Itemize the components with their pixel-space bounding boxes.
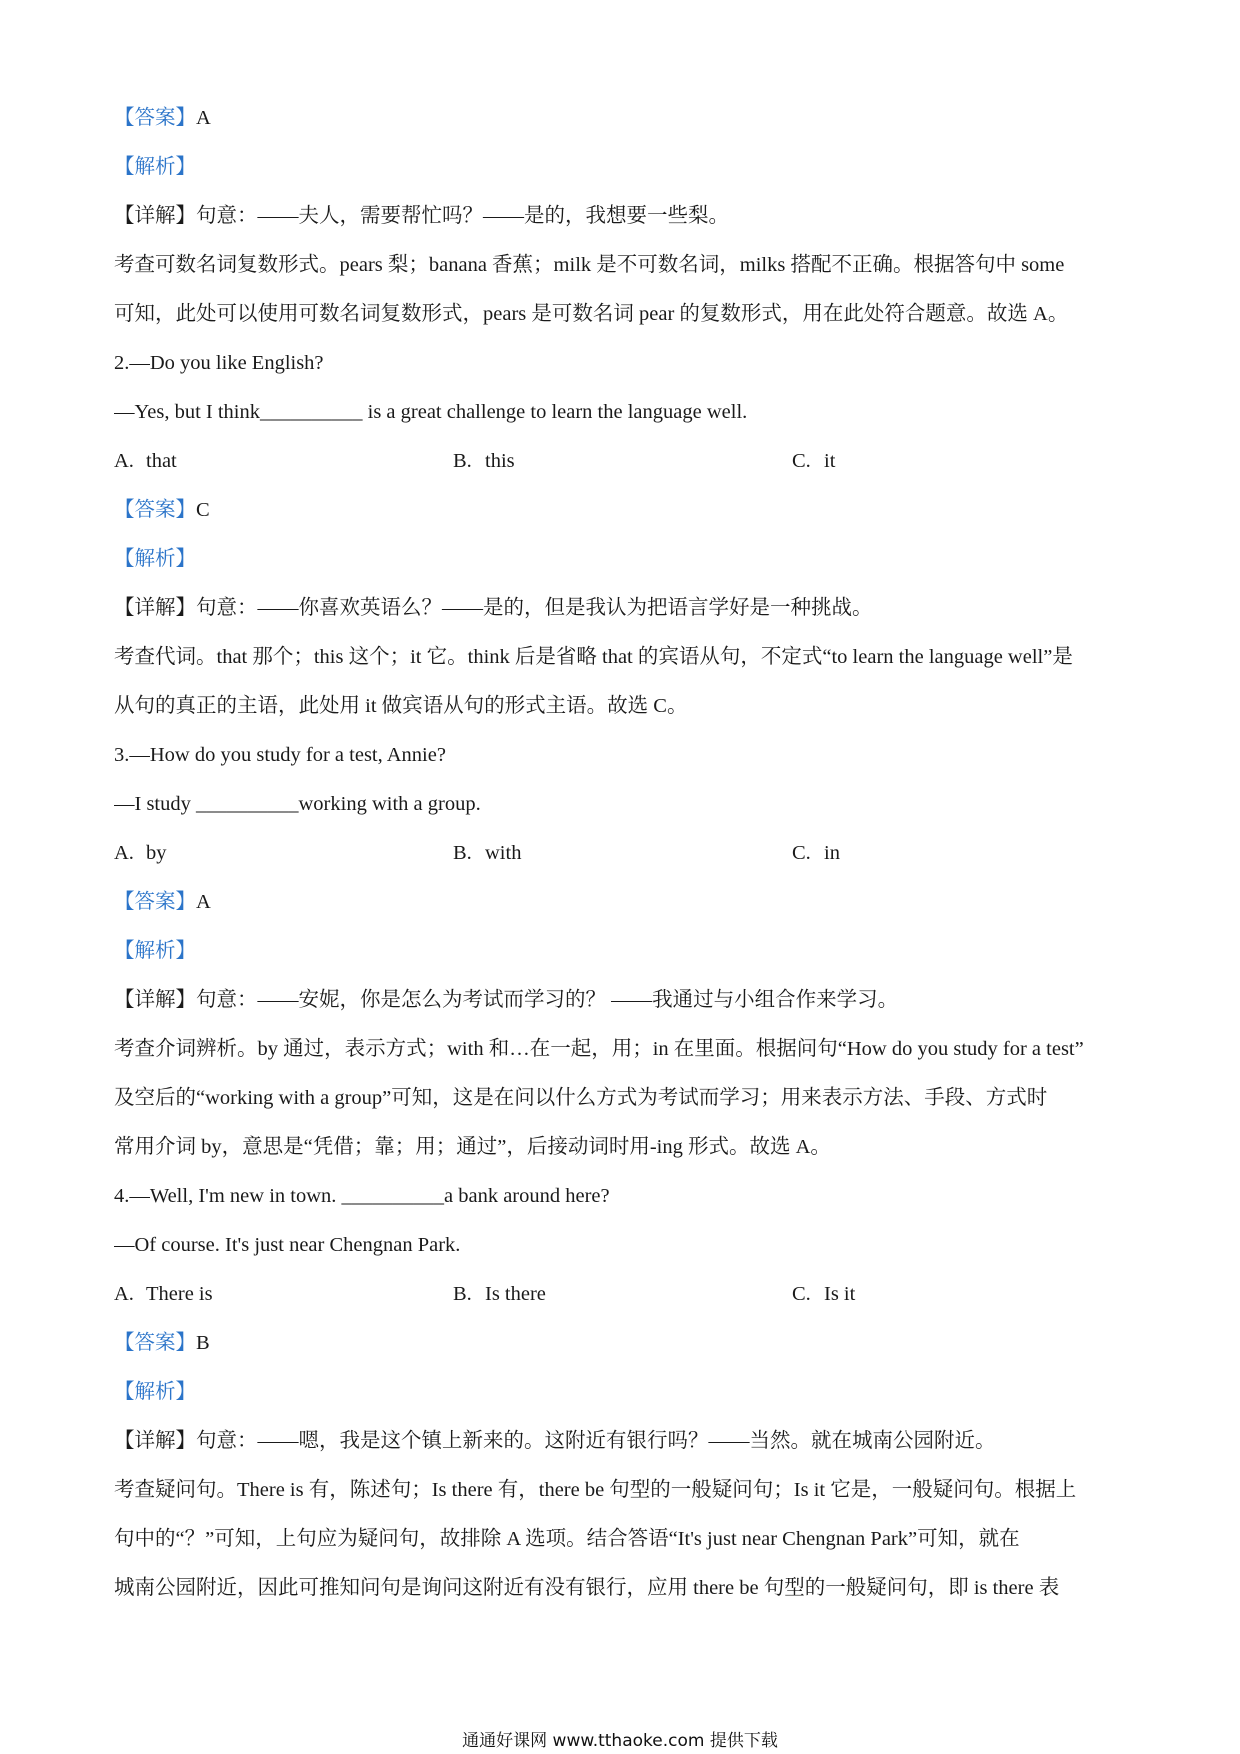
text-line: 考查可数名词复数形式。pears 梨；banana 香蕉；milk 是不可数名词，milks 搭配不正确。根据答句中 some (114, 254, 1065, 276)
analysis-line (114, 1368, 1134, 1417)
text-line: 考查疑问句。There is 有，陈述句；Is there 有，there be 句型的一般疑问句；Is it 它是，一般疑问句。根据上 (114, 1479, 1077, 1501)
text-line: 常用介词 by，意思是“凭借；靠；用；通过”，后接动词时用-ing 形式。故选 A。 (114, 1136, 831, 1158)
option-item (114, 437, 453, 486)
text-line: 考查代词。that 那个；this 这个；it 它。think 后是省略 that 的宾语从句，不定式“to learn the language well”是 (114, 646, 1073, 668)
answer-tag: 【答案】 (114, 107, 196, 129)
analysis-line (114, 535, 1134, 584)
text-line: 从句的真正的主语，此处用 it 做宾语从句的形式主语。故选 C。 (114, 695, 688, 717)
option-item (114, 1270, 453, 1319)
option-letter: C. (792, 842, 811, 864)
text-line: —Of course. It's just near Chengnan Park. (114, 1234, 461, 1256)
analysis-line (114, 143, 1134, 192)
text-line: —I study __________working with a group. (114, 793, 481, 815)
option-row (114, 437, 1134, 486)
option-text: by (146, 842, 167, 864)
text-line: 句中的“？”可知，上句应为疑问句，故排除 A 选项。结合答语“It's just near Chengnan Park”可知，就在 (114, 1528, 1020, 1550)
analysis-line (114, 927, 1134, 976)
option-text: There is (146, 1283, 213, 1305)
option-letter: B. (453, 450, 472, 472)
option-text: with (485, 842, 522, 864)
option-row (114, 829, 1134, 878)
answer-value: A (196, 891, 211, 913)
text-line: —Yes, but I think__________ is a great challenge to learn the language well. (114, 401, 748, 423)
option-text: it (824, 450, 836, 472)
answer-value: A (196, 107, 211, 129)
option-letter: B. (453, 842, 472, 864)
page-footer: 通通好课网 www.tthaoke.com 提供下载 (462, 1731, 778, 1751)
option-letter: C. (792, 450, 811, 472)
answer-tag: 【答案】 (114, 499, 196, 521)
text-line: 2.—Do you like English? (114, 352, 324, 374)
option-item (453, 1270, 792, 1319)
answer-tag: 【答案】 (114, 1332, 196, 1354)
option-letter: A. (114, 450, 134, 472)
text-line: 城南公园附近，因此可推知问句是询问这附近有没有银行，应用 there be 句型的一般疑问句，即 is there 表 (114, 1577, 1060, 1599)
text-line: 3.—How do you study for a test, Annie? (114, 744, 446, 766)
analysis-tag: 【解析】 (114, 940, 196, 962)
analysis-tag: 【解析】 (114, 1381, 196, 1403)
text-line: 可知，此处可以使用可数名词复数形式，pears 是可数名词 pear 的复数形式，用在此处符合题意。故选 A。 (114, 303, 1069, 325)
text-line: 【详解】句意：——夫人，需要帮忙吗？——是的，我想要一些梨。 (114, 205, 729, 227)
answer-line (114, 486, 1134, 535)
text-line: 及空后的“working with a group”可知，这是在问以什么方式为考试而学习；用来表示方法、手段、方式时 (114, 1087, 1048, 1109)
option-text: this (485, 450, 515, 472)
option-row (114, 1270, 1134, 1319)
option-item (453, 829, 792, 878)
option-text: that (146, 450, 177, 472)
option-letter: C. (792, 1283, 811, 1305)
analysis-tag: 【解析】 (114, 548, 196, 570)
answer-tag: 【答案】 (114, 891, 196, 913)
option-item (792, 1270, 1131, 1319)
text-line: 【详解】句意：——嗯，我是这个镇上新来的。这附近有银行吗？——当然。就在城南公园附近。 (114, 1430, 996, 1452)
text-line: 【详解】句意：——你喜欢英语么？——是的，但是我认为把语言学好是一种挑战。 (114, 597, 873, 619)
answer-line (114, 878, 1134, 927)
option-text: in (824, 842, 840, 864)
option-item (792, 437, 1131, 486)
document-page (114, 94, 1134, 1613)
option-letter: A. (114, 1283, 134, 1305)
option-item (792, 829, 1131, 878)
text-line: 4.—Well, I'm new in town. __________a bank around here? (114, 1185, 610, 1207)
answer-value: C (196, 499, 210, 521)
answer-line (114, 1319, 1134, 1368)
option-letter: B. (453, 1283, 472, 1305)
answer-line (114, 94, 1134, 143)
option-text: Is it (824, 1283, 856, 1305)
option-letter: A. (114, 842, 134, 864)
text-line: 【详解】句意：——安妮，你是怎么为考试而学习的？ ——我通过与小组合作来学习。 (114, 989, 899, 1011)
option-text: Is there (485, 1283, 546, 1305)
answer-value: B (196, 1332, 210, 1354)
option-item (114, 829, 453, 878)
text-line: 考查介词辨析。by 通过，表示方式；with 和…在一起，用；in 在里面。根据问句“How do you study for a test” (114, 1038, 1084, 1060)
analysis-tag: 【解析】 (114, 156, 196, 178)
option-item (453, 437, 792, 486)
